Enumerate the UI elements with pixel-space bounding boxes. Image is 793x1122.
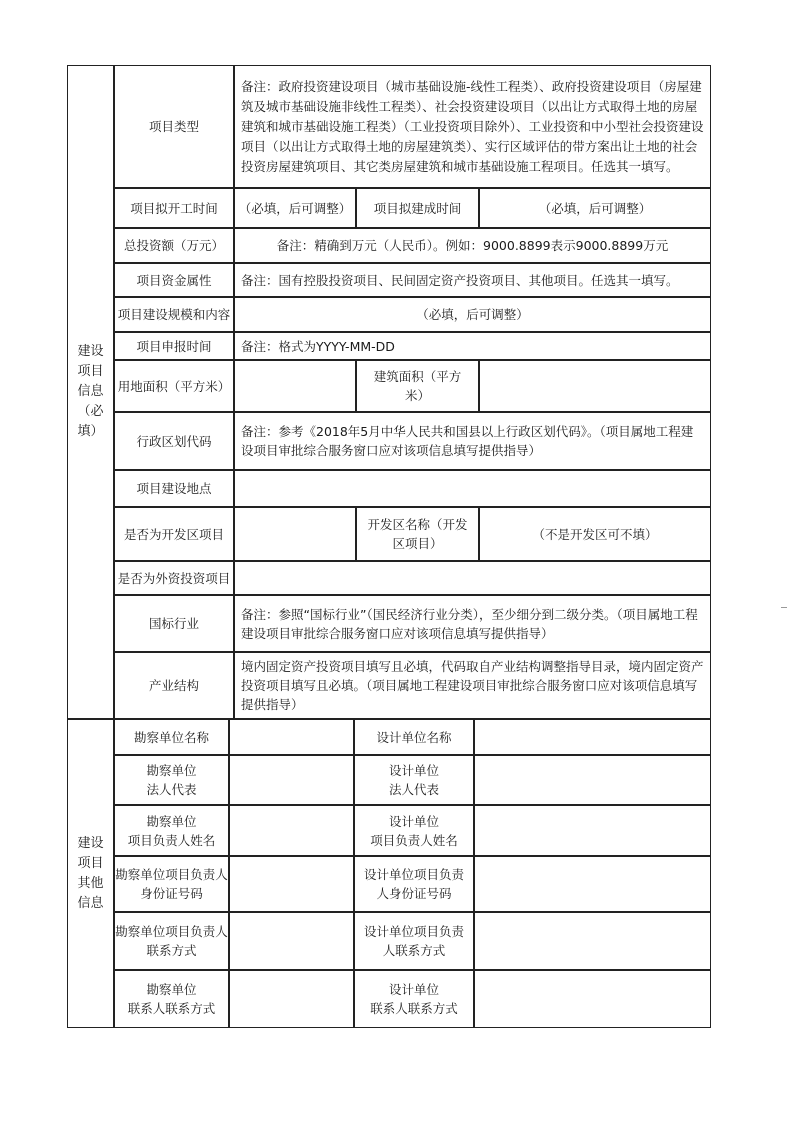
dev-zone-name-field[interactable]: （不是开发区可不填）	[479, 507, 711, 561]
design-field-6[interactable]	[474, 970, 711, 1028]
survey-field-6[interactable]	[229, 970, 354, 1028]
scale-label: 项目建设规模和内容	[114, 297, 234, 332]
survey-label-6	[114, 970, 229, 1028]
design-label-1	[354, 719, 474, 755]
section-other-info-label: 建设项目其他信息	[77, 835, 104, 911]
design-label-2	[354, 755, 474, 805]
dev-zone-field[interactable]	[234, 507, 356, 561]
section-project-info-label: 建设项目信息（必填）	[77, 344, 104, 439]
location-label: 项目建设地点	[114, 470, 234, 507]
section-other-info	[67, 719, 114, 1028]
foreign-field[interactable]	[234, 561, 711, 595]
design-label-6	[354, 970, 474, 1028]
other-row-label: 设计单位项目负责 人身份证号码	[363, 867, 464, 901]
industry-field[interactable]: 备注：参照“国标行业”（国民经济行业分类），至少细分到二级分类。（项目属地工程建设项目审批综合服务窗口应对该项信息填写提供指导）	[234, 595, 711, 652]
other-row-label: 勘察单位项目负责人 联系方式	[115, 924, 228, 958]
structure-field[interactable]: 境内固定资产投资项目填写且必填，代码取自产业结构调整指导目录，境内固定资产投资项目填写且必填。（项目属地工程建设项目审批综合服务窗口应对该项信息填写提供指导）	[234, 652, 711, 719]
survey-field-5[interactable]	[229, 912, 354, 970]
region-code-label: 行政区划代码	[114, 412, 234, 470]
foreign-label: 是否为外资投资项目	[114, 561, 234, 595]
survey-field-2[interactable]	[229, 755, 354, 805]
design-label-5	[354, 912, 474, 970]
other-row-label: 设计单位 法人代表	[388, 763, 439, 797]
investment-field[interactable]: 备注：精确到万元（人民币）。例如：9000.8899表示9000.8899万元	[234, 228, 711, 263]
scan-mark	[781, 607, 787, 608]
survey-field-4[interactable]	[229, 856, 354, 912]
other-row-label: 勘察单位 联系人联系方式	[127, 982, 216, 1016]
region-code-field[interactable]: 备注：参考《2018年5月中华人民共和国县以上行政区划代码》。（项目属地工程建设项目审批综合服务窗口应对该项信息填写提供指导）	[234, 412, 711, 470]
other-row-label: 设计单位 项目负责人姓名	[370, 813, 458, 848]
industry-label: 国标行业	[114, 595, 234, 652]
declare-time-field[interactable]: 备注：格式为YYYY-MM-DD	[234, 332, 711, 360]
other-row-label: 勘察单位名称	[133, 729, 209, 745]
land-area-label: 用地面积（平方米）	[114, 360, 234, 412]
design-label-4	[354, 856, 474, 912]
land-area-field[interactable]	[234, 360, 356, 412]
building-area-field[interactable]	[479, 360, 711, 412]
section-project-info	[67, 65, 114, 719]
other-row-label: 勘察单位 法人代表	[146, 763, 197, 797]
other-row-label: 设计单位 联系人联系方式	[370, 982, 458, 1016]
declare-time-label: 项目申报时间	[114, 332, 234, 360]
design-field-3[interactable]	[474, 805, 711, 856]
survey-label-4	[114, 856, 229, 912]
survey-field-1[interactable]	[229, 719, 354, 755]
design-field-2[interactable]	[474, 755, 711, 805]
scale-field[interactable]: （必填，后可调整）	[234, 297, 711, 332]
design-field-1[interactable]	[474, 719, 711, 755]
building-area-label: 建筑面积（平方米）	[356, 360, 479, 412]
survey-label-2	[114, 755, 229, 805]
structure-label: 产业结构	[114, 652, 234, 719]
project-type-note[interactable]: 备注：政府投资建设项目（城市基础设施-线性工程类）、政府投资建设项目（房屋建筑及城市基础设施非线性工程类）、社会投资建设项目（以出让方式取得土地的房屋建筑和城市基础设施工程类）（工业投资项目除外）、工业投资和中小型社会投资建设项目（以出让方式取得土地的房屋建筑类）、实行区域评估的带方案出让土地的社会投资房屋建筑项目、其它类房屋建筑和城市基础设施工程项目。任选其一填写。	[234, 65, 711, 188]
finish-time-field[interactable]: （必填，后可调整）	[479, 188, 711, 228]
start-time-field[interactable]: （必填，后可调整）	[234, 188, 356, 228]
survey-label-1	[114, 719, 229, 755]
other-row-label: 设计单位项目负责 人联系方式	[363, 924, 464, 958]
fund-nature-label: 项目资金属性	[114, 263, 234, 297]
design-label-3	[354, 805, 474, 856]
other-row-label: 设计单位名称	[376, 729, 452, 745]
survey-label-5	[114, 912, 229, 970]
investment-label: 总投资额（万元）	[114, 228, 234, 263]
start-time-label: 项目拟开工时间	[114, 188, 234, 228]
fund-nature-field[interactable]: 备注：国有控股投资项目、民间固定资产投资项目、其他项目。任选其一填写。	[234, 263, 711, 297]
design-field-5[interactable]	[474, 912, 711, 970]
finish-time-label: 项目拟建成时间	[356, 188, 479, 228]
other-row-label: 勘察单位项目负责人 身份证号码	[115, 867, 228, 901]
survey-field-3[interactable]	[229, 805, 354, 856]
other-row-label: 勘察单位 项目负责人姓名	[127, 813, 216, 848]
project-type-label: 项目类型	[114, 65, 234, 188]
design-field-4[interactable]	[474, 856, 711, 912]
survey-label-3	[114, 805, 229, 856]
location-field[interactable]	[234, 470, 711, 507]
dev-zone-label: 是否为开发区项目	[114, 507, 234, 561]
dev-zone-name-label: 开发区名称（开发区项目）	[356, 507, 479, 561]
